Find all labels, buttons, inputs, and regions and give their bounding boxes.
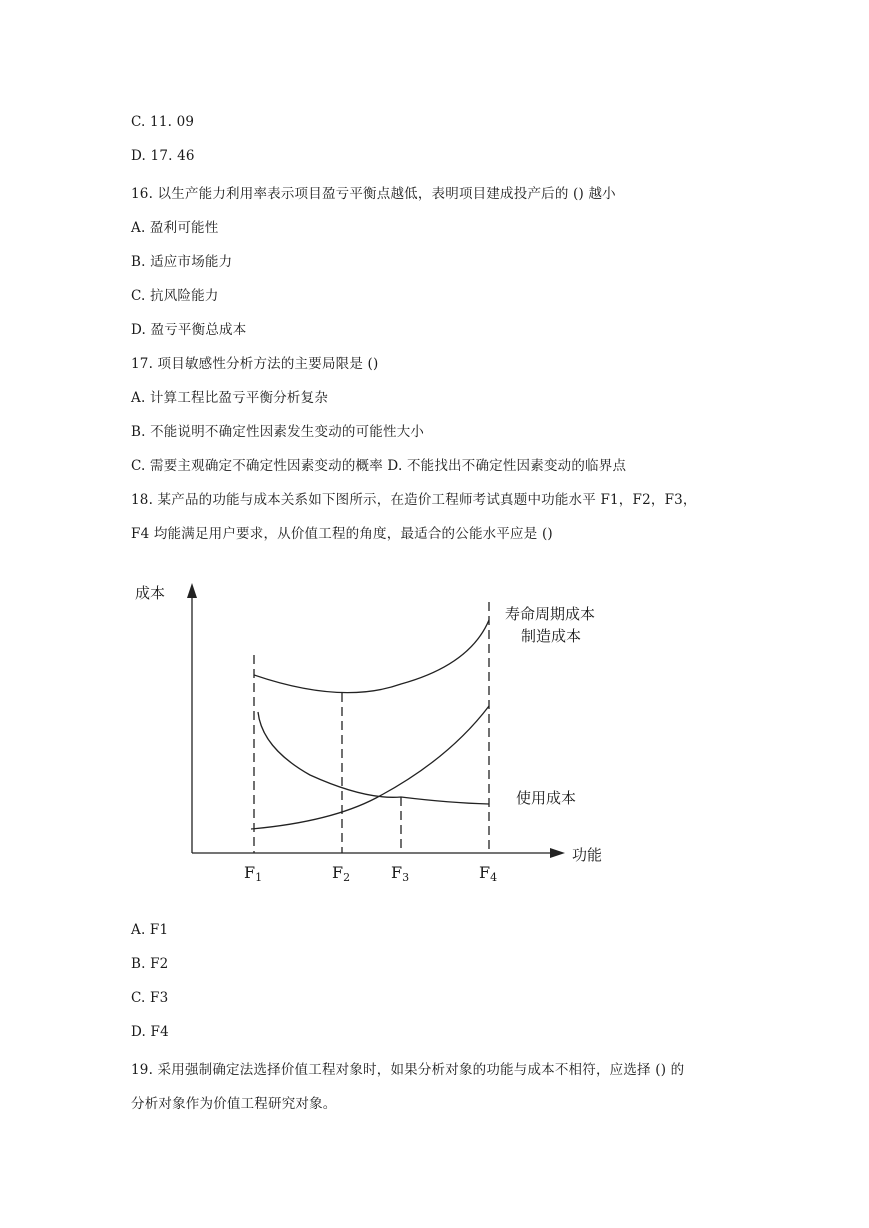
question-17-option-b: B. 不能说明不确定性因素发生变动的可能性大小 <box>131 424 425 440</box>
life-cycle-cost-label: 寿命周期成本 <box>505 605 596 623</box>
tick-label-f3: F3 <box>391 863 410 884</box>
question-17-options-c-d: C. 需要主观确定不确定性因素变动的概率 D. 不能找出不确定性因素变动的临界点 <box>131 458 627 474</box>
question-18-option-c: C. F3 <box>131 990 169 1006</box>
manufacturing-cost-curve <box>251 706 489 829</box>
question-19-stem-line-2: 分析对象作为价值工程研究对象。 <box>131 1096 337 1112</box>
question-17-option-a: A. 计算工程比盈亏平衡分析复杂 <box>131 390 329 406</box>
x-axis-label: 功能 <box>572 846 603 864</box>
tick-label-f2: F2 <box>332 863 351 884</box>
question-18-option-d: D. F4 <box>131 1024 169 1040</box>
x-axis-arrow <box>550 848 565 858</box>
question-16-option-a: A. 盈利可能性 <box>131 220 219 236</box>
y-axis-arrow <box>187 583 197 598</box>
usage-cost-label: 使用成本 <box>516 789 577 807</box>
life-cycle-cost-curve <box>254 620 489 693</box>
question-15-option-c: C. 11. 09 <box>131 114 195 130</box>
usage-cost-curve <box>258 712 489 804</box>
question-16-option-c: C. 抗风险能力 <box>131 288 219 304</box>
question-18-option-a: A. F1 <box>131 922 169 938</box>
question-16-stem: 16. 以生产能力利用率表示项目盈亏平衡点越低，表明项目建成投产后的 () 越小 <box>131 186 616 202</box>
manufacturing-cost-label: 制造成本 <box>521 627 582 645</box>
tick-label-f4: F4 <box>479 863 498 884</box>
question-18-stem-line-2: F4 均能满足用户要求，从价值工程的角度，最适合的公能水平应是 () <box>131 526 553 542</box>
y-axis-label: 成本 <box>135 584 166 602</box>
question-18-option-b: B. F2 <box>131 956 169 972</box>
question-16-option-b: B. 适应市场能力 <box>131 254 233 270</box>
tick-label-f1: F1 <box>244 863 263 884</box>
question-18-stem-line-1: 18. 某产品的功能与成本关系如下图所示，在造价工程师考试真题中功能水平 F1，F2，F3， <box>131 492 697 508</box>
question-16-option-d: D. 盈亏平衡总成本 <box>131 322 247 338</box>
question-15-option-d: D. 17. 46 <box>131 148 195 164</box>
question-17-stem: 17. 项目敏感性分析方法的主要局限是 () <box>131 356 379 372</box>
question-19-stem-line-1: 19. 采用强制确定法选择价值工程对象时，如果分析对象的功能与成本不相符，应选择 () 的 <box>131 1062 685 1078</box>
